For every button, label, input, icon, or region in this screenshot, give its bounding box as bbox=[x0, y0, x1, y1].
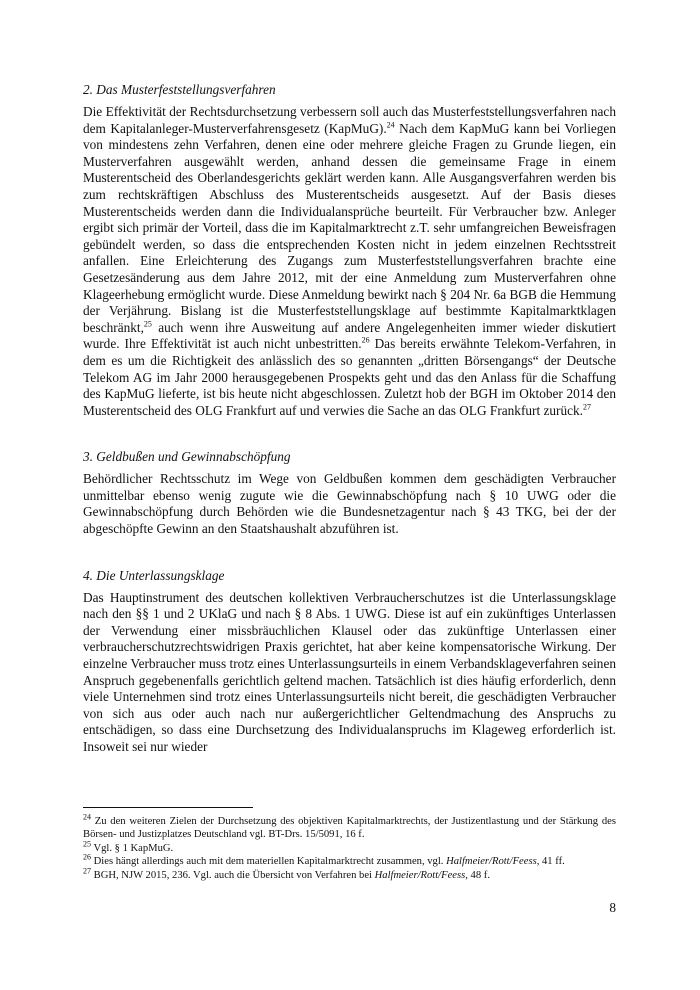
page-number: 8 bbox=[609, 900, 616, 915]
footnote-citation: Halfmeier/Rott/Feess bbox=[446, 856, 537, 868]
text-run: Das bereits erwähnte Telekom-Verfahren, in dem es um die Richtigkeit des anlässlich des so genannten „dritten Börsengangs“ der Deutsche Telekom AG im Jahr 2000 herausgegebenen Prospekts geht und das den Anlass für die Schaffung des KapMuG lieferte, ist bis heute nicht abgeschlossen. Zuletzt hob der BGH im Oktober 2014 den Musterentscheid des OLG Frankfurt auf und verwies die Sache an das OLG Frankfurt zurück. bbox=[83, 336, 616, 418]
text-run: auch wenn ihre Ausweitung auf andere Angelegenheiten immer wieder diskutiert wurde. Ihre Effektivität ist auch nicht unbestritten. bbox=[83, 319, 616, 352]
footnote-26 bbox=[83, 852, 616, 869]
text-run: Nach dem KapMuG kann bei Vorliegen von mindestens zehn Verfahren, denen eine oder mehrere gleiche Fragen zu Grunde liegen, ein Musterverfahren ausgewählt werden, anhand dessen die gemeinsame Frage in einem Musterentscheid des Oberlandesgerichts geklärt werden kann. Alle Ausgangsverfahren werden bis zum rechtskräftigen Abschluss des Musterentscheids ausgesetzt. Auf der Basis dieses Musterentscheids werden dann die Individualansprüche beurteilt. Für Verbraucher bzw. Anleger ergibt sich primär der Vorteil, dass die im Kapitalmarktrecht z.T. sehr umfangreichen Beweisfragen gebündelt werden, so dass die entsprechenden Kosten nicht in jedem einzelnen Rechtsstreit anfallen. Eine Erleichterung des Zugangs zum Musterfeststellungsverfahren brachte eine Gesetzesänderung aus dem Jahre 2012, mit der eine Anmeldung zum Musterverfahren ohne Klageerhebung ermöglicht wurde. Diese Anmeldung bewirkt nach § 204 Nr. 6a BGB die Hemmung der Verjährung. Bislang ist die Musterfeststellungsklage auf bestimmte Kapitalmarktklagen beschränkt, bbox=[83, 120, 616, 335]
footnote-text: , 41 ff. bbox=[536, 856, 565, 868]
text-run: Die Effektivität der Rechtsdurchsetzung verbessern soll auch das Musterfeststellungsverfahren nach dem Kapitalanleger-Musterverfahrensgesetz (KapMuG). bbox=[83, 104, 616, 136]
footnote-text: Dies hängt allerdings auch mit dem materiellen Kapitalmarktrecht zusammen, vgl. bbox=[91, 856, 447, 868]
main-text bbox=[83, 82, 616, 756]
footnote-text: , 48 f. bbox=[465, 870, 490, 882]
paragraph-unterlassungsklage: Das Hauptinstrument des deutschen kollektiven Verbraucherschutzes ist die Unterlassungsklage nach den §§ 1 und 2 UKlaG und nach § 8 Abs. 1 UWG. Diese ist auf ein zukünftiges Unterlassen der Verwendung einer missbräuchlichen Klausel oder das zukünftige Unterlassen einer verbraucherschutzrechtswidrigen Praxis gerichtet, hat aber keine kompensatorische Wirkung. Der einzelne Verbraucher muss trotz eines Unterlassungsurteils in einem Verbandsklageverfahren seinen Anspruch gegebenenfalls gerichtlich geltend machen. Tatsächlich ist dies häufig erforderlich, denn viele Unternehmen sind trotz eines Unterlassungsurteils nicht bereit, die geschädigten Verbraucher von sich aus oder auch nach nur außergerichtlicher Geltendmachung des Anspruchs zu entschädigen, so dass eine Durchsetzung des Individualanspruchs im Klageweg erforderlich ist. Insoweit sei nur wieder bbox=[83, 589, 616, 754]
footnote-number: 26 bbox=[83, 852, 91, 862]
footnote-number: 25 bbox=[83, 839, 91, 849]
section-heading-geldbussen: 3. Geldbußen und Gewinnabschöpfung bbox=[83, 449, 291, 465]
footnote-ref-26[interactable]: 26 bbox=[361, 335, 370, 345]
footnote-27 bbox=[83, 866, 616, 883]
footnote-25 bbox=[83, 839, 616, 856]
footnote-ref-24[interactable]: 24 bbox=[386, 120, 395, 130]
footnote-24 bbox=[83, 812, 616, 842]
footnote-number: 24 bbox=[83, 812, 91, 822]
footnotes bbox=[83, 812, 616, 884]
footnote-ref-27[interactable]: 27 bbox=[582, 402, 591, 412]
paragraph-musterfeststellung bbox=[83, 104, 616, 419]
paragraph-geldbussen: Behördlicher Rechtsschutz im Wege von Geldbußen kommen dem geschädigten Verbraucher unmittelbar ebenso wenig zugute wie die Gewinnabschöpfung nach § 10 UWG oder die Gewinnabschöpfung durch Behörden wie die Bundesnetzagentur nach § 43 TKG, bei der der abgeschöpfte Gewinn an den Staatshaushalt abzuführen ist. bbox=[83, 471, 616, 537]
section-heading-unterlassungsklage: 4. Die Unterlassungsklage bbox=[83, 567, 225, 583]
section-heading-musterfeststellung: 2. Das Musterfeststellungsverfahren bbox=[83, 82, 276, 97]
footnote-citation: Halfmeier/Rott/Feess bbox=[374, 870, 466, 882]
footnote-text: Vgl. § 1 KapMuG. bbox=[91, 842, 174, 854]
footnote-separator bbox=[83, 807, 253, 808]
footnote-text: BGH, NJW 2015, 236. Vgl. auch die Übersicht von Verfahren bei bbox=[91, 870, 375, 882]
footnote-text: Zu den weiteren Zielen der Durchsetzung des objektiven Kapitalmarktrechts, der Justizentlastung und der Stärkung des Börsen- und Justizplatzes Deutschland vgl. BT-Drs. 15/5091, 16 f. bbox=[83, 816, 616, 840]
footnote-ref-25[interactable]: 25 bbox=[143, 319, 152, 329]
footnote-number: 27 bbox=[83, 866, 91, 876]
